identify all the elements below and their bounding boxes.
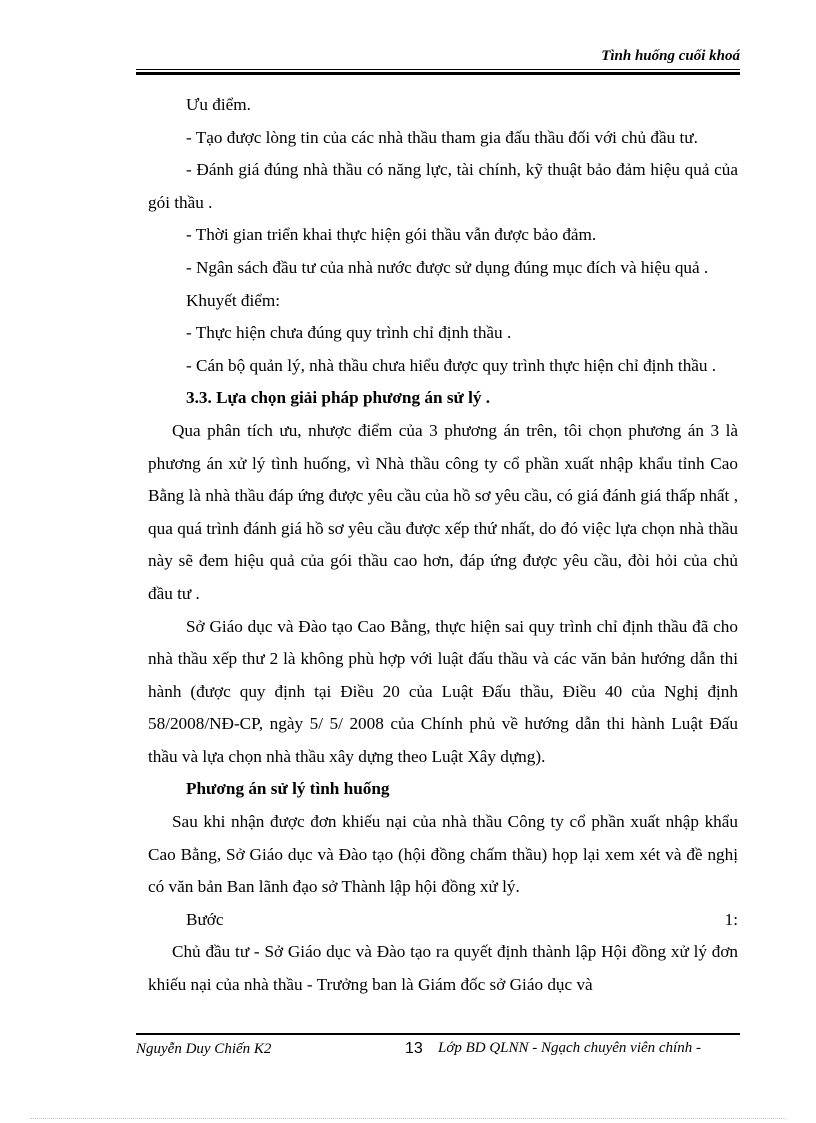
footer-class-info: Lớp BD QLNN - Ngạch chuyên viên chính - <box>438 1040 701 1056</box>
subheading-disadvantages: Khuyết điểm: <box>186 290 281 310</box>
footer-rule <box>136 1033 740 1035</box>
list-item: - Cán bộ quản lý, nhà thầu chưa hiểu được quy trình thực hiện chỉ định thầu . <box>186 355 717 375</box>
paragraph: Sau khi nhận được đơn khiếu nại của nhà thầu Công ty cổ phần xuất nhập khẩu Cao Bằng, Sở Giáo dục và Đào tạo (hội đồng chấm thầu) họp lại xem xét và đề nghị có văn bản Ban lãnh đạo sở Thành lập hội đồng xử lý. <box>148 812 738 897</box>
list-item: - Thực hiện chưa đúng quy trình chỉ định thầu . <box>186 323 512 343</box>
footer-author: Nguyễn Duy Chiến K2 <box>136 1041 272 1057</box>
step-label: Bước <box>186 909 224 929</box>
step-number: 1: <box>724 909 738 929</box>
list-item: - Ngân sách đầu tư của nhà nước được sử dụng đúng mục đích và hiệu quả . <box>186 257 709 277</box>
page-bottom-divider <box>30 1118 786 1119</box>
list-item: - Tạo được lòng tin của các nhà thầu tham gia đấu thầu đối với chủ đầu tư. <box>186 127 698 147</box>
page-number: 13 <box>405 1040 423 1057</box>
subheading-advantages: Ưu điểm. <box>186 95 251 114</box>
paragraph: Chủ đầu tư - Sở Giáo dục và Đào tạo ra quyết định thành lập Hội đồng xử lý đơn khiếu nại của nhà thầu - Trưởng ban là Giám đốc sở Giáo dục và <box>148 942 738 995</box>
header-title: Tình huống cuối khoá <box>601 48 740 64</box>
header-rule <box>136 69 740 70</box>
section-heading: 3.3. Lựa chọn giải pháp phương án sử lý . <box>186 388 491 408</box>
document-body <box>148 89 738 1002</box>
list-item: - Đánh giá đúng nhà thầu có năng lực, tài chính, kỹ thuật bảo đảm hiệu quả của gói thầu . <box>148 160 738 212</box>
paragraph: Qua phân tích ưu, nhược điểm của 3 phương án trên, tôi chọn phương án 3 là phương án xử lý tình huống, vì Nhà thầu công ty cổ phần xuất nhập khẩu tỉnh Cao Bằng là nhà thầu đáp ứng được yêu cầu của hồ sơ yêu cầu, có giá đánh giá thấp nhất , qua quá trình đánh giá hồ sơ yêu cầu được xếp thứ nhất, do đó việc lựa chọn nhà thầu này sẽ đem hiệu quả của gói thầu cao hơn, đáp ứng được yêu cầu, đòi hỏi của chủ đầu tư . <box>148 420 738 603</box>
step-line <box>148 904 738 937</box>
paragraph: Sở Giáo dục và Đào tạo Cao Bằng, thực hiện sai quy trình chỉ định thầu đã cho nhà thầu xếp thư 2 là không phù hợp với luật đấu thầu và các văn bản hướng dẫn thi hành (được quy định tại Điều 20 của Luật Đấu thầu, Điều 40 của Nghị định 58/2008/NĐ-CP, ngày 5/ 5/ 2008 của Chính phủ về hướng dẫn thi hành Luật Đấu thầu và lựa chọn nhà thầu xây dựng theo Luật Xây dựng). <box>148 616 738 766</box>
header-rule-thick <box>136 72 740 75</box>
section-heading: Phương án sử lý tình huống <box>186 779 390 799</box>
list-item: - Thời gian triển khai thực hiện gói thầu vẫn được bảo đảm. <box>186 225 597 245</box>
